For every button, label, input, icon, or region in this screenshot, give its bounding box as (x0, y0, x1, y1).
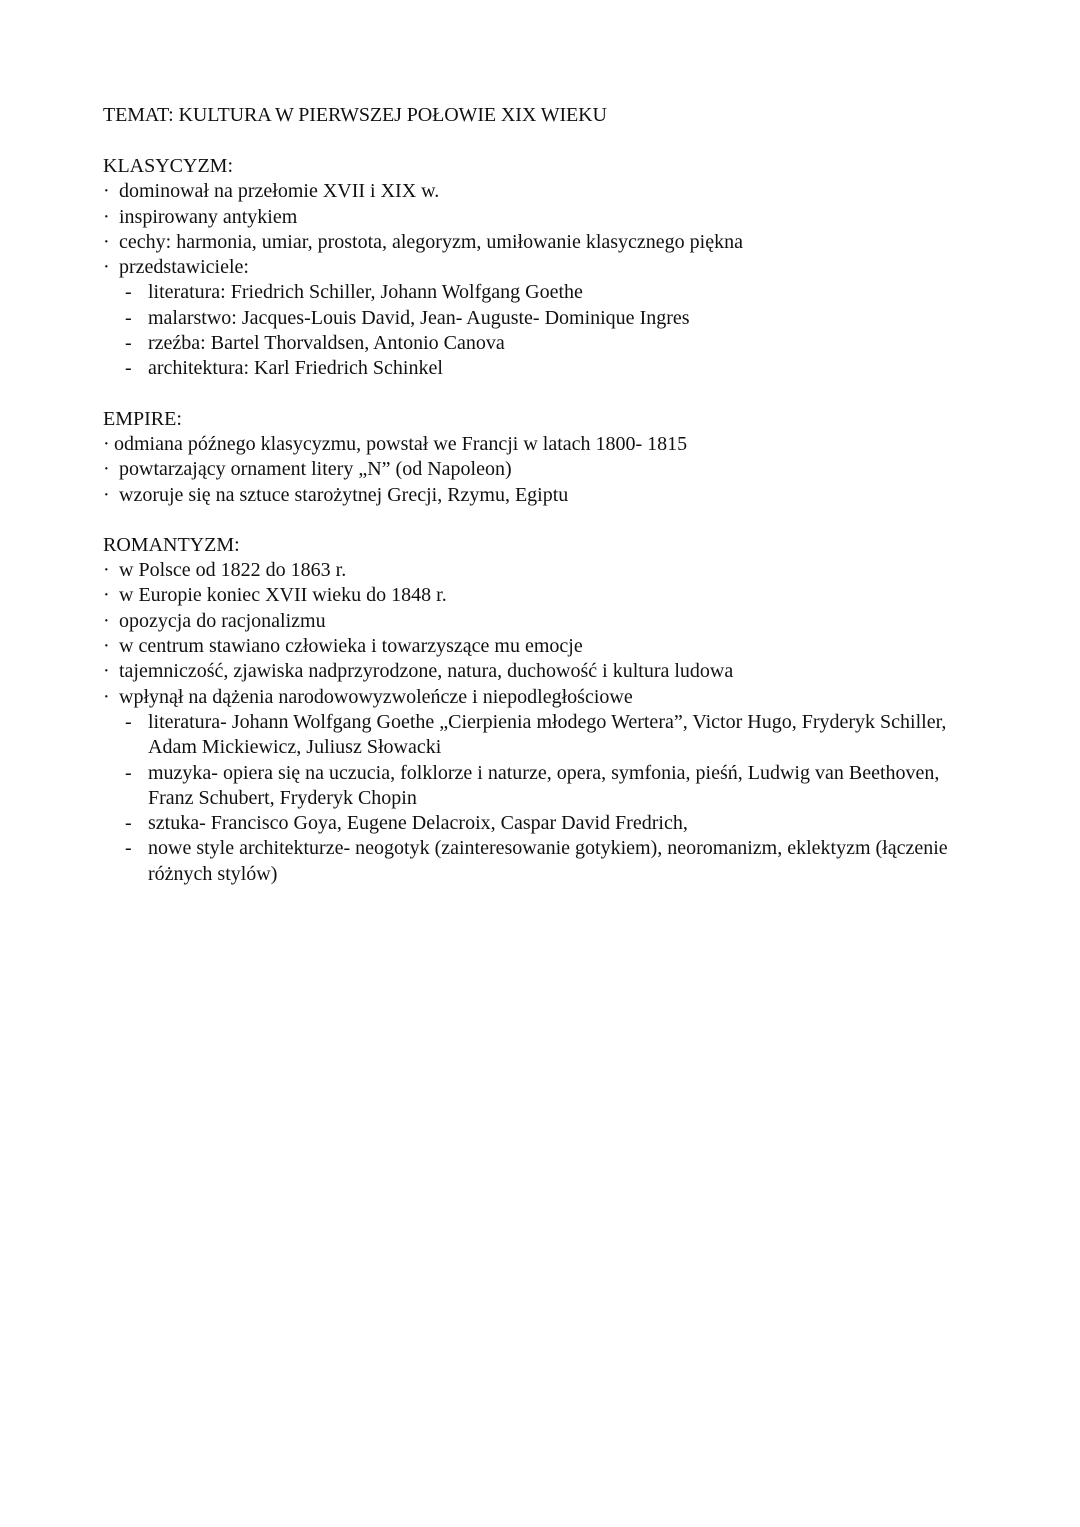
list-item-text: wzoruje się na sztuce starożytnej Grecji, Rzymu, Egiptu (119, 483, 569, 506)
page-title: TEMAT: KULTURA W PIERWSZEJ POŁOWIE XIX WIEKU (103, 104, 607, 126)
bullet-icon: · (103, 458, 110, 481)
list-item (103, 432, 983, 457)
dash-list-klasycyzm (103, 280, 983, 381)
bullet-icon: · (103, 230, 110, 253)
list-item (103, 609, 983, 634)
bullet-icon: · (103, 483, 110, 506)
list-item-text: wpłynął na dążenia narodowowyzwoleńcze i niepodległościowe (119, 685, 633, 708)
dash-icon: - (125, 761, 132, 784)
sub-list-item-text: sztuka- Francisco Goya, Eugene Delacroix, Caspar David Fredrich, (148, 812, 688, 835)
list-item (103, 205, 983, 230)
sub-list-item (103, 356, 983, 381)
list-item-text: opozycja do racjonalizmu (119, 609, 326, 632)
list-item (103, 230, 983, 255)
list-item-text: w Europie koniec XVII wieku do 1848 r. (119, 584, 447, 607)
bullet-list-empire (103, 432, 983, 508)
list-item (103, 558, 983, 583)
section-heading-romantyzm: ROMANTYZM: (103, 533, 240, 556)
list-item (103, 483, 983, 508)
dash-list-romantyzm (103, 710, 983, 887)
section-heading-klasycyzm: KLASYCYZM: (103, 155, 234, 177)
bullet-icon: · (103, 609, 110, 632)
sub-list-item (103, 710, 983, 761)
bullet-icon: · (103, 584, 110, 607)
bullet-icon: · (103, 432, 110, 455)
sub-list-item-text: rzeźba: Bartel Thorvaldsen, Antonio Canova (148, 332, 505, 355)
sub-list-item (103, 331, 983, 356)
list-item (103, 255, 983, 280)
list-item (103, 457, 983, 482)
sub-list-item (103, 280, 983, 305)
dash-icon: - (125, 710, 132, 733)
bullet-icon: · (103, 685, 110, 708)
list-item-text: cechy: harmonia, umiar, prostota, alegoryzm, umiłowanie klasycznego piękna (119, 230, 743, 253)
list-item-text: przedstawiciele: (119, 256, 249, 279)
section-empire (103, 407, 983, 508)
sub-list-item (103, 836, 983, 887)
bullet-icon: · (103, 635, 110, 658)
bullet-list-klasycyzm (103, 179, 983, 280)
sub-list-item (103, 811, 983, 836)
list-item (103, 179, 983, 204)
list-item (103, 634, 983, 659)
list-item (103, 659, 983, 684)
dash-icon: - (125, 837, 132, 860)
sub-list-item-text: muzyka- opiera się na uczucia, folklorze i naturze, opera, symfonia, pieśń, Ludwig van Beethoven, Franz Schubert, Fryderyk Chopin (148, 761, 940, 809)
sub-list-item (103, 761, 983, 812)
bullet-icon: · (103, 180, 110, 203)
dash-icon: - (125, 281, 132, 304)
sub-list-item (103, 306, 983, 331)
document-page (103, 103, 983, 887)
sub-list-item-text: nowe style architekturze- neogotyk (zainteresowanie gotykiem), neoromanizm, eklektyzm (łączenie różnych stylów) (148, 837, 948, 885)
list-item-text: dominował na przełomie XVII i XIX w. (119, 180, 440, 203)
dash-icon: - (125, 306, 132, 329)
section-heading-empire: EMPIRE: (103, 407, 182, 430)
list-item-text: inspirowany antykiem (119, 205, 298, 228)
sub-list-item-text: literatura: Friedrich Schiller, Johann Wolfgang Goethe (148, 281, 583, 304)
bullet-icon: · (103, 559, 110, 582)
list-item-text: powtarzający ornament litery „N” (od Napoleon) (119, 458, 512, 481)
bullet-icon: · (103, 205, 110, 228)
bullet-icon: · (103, 660, 110, 683)
sub-list-item-text: literatura- Johann Wolfgang Goethe „Cierpienia młodego Wertera”, Victor Hugo, Fryderyk Schiller, Adam Mickiewicz, Juliusz Słowacki (148, 710, 947, 759)
bullet-list-romantyzm (103, 558, 983, 710)
list-item-text: w centrum stawiano człowieka i towarzyszące mu emocje (119, 635, 583, 658)
dash-icon: - (125, 332, 132, 355)
dash-icon: - (125, 357, 132, 380)
list-item-text: odmiana późnego klasycyzmu, powstał we Francji w latach 1800- 1815 (114, 432, 688, 455)
sub-list-item-text: architektura: Karl Friedrich Schinkel (148, 357, 443, 380)
sub-list-item-text: malarstwo: Jacques-Louis David, Jean- Auguste- Dominique Ingres (148, 306, 690, 329)
list-item (103, 583, 983, 608)
section-romantyzm (103, 533, 983, 887)
dash-icon: - (125, 812, 132, 835)
list-item-text: tajemniczość, zjawiska nadprzyrodzone, natura, duchowość i kultura ludowa (119, 660, 734, 683)
bullet-icon: · (103, 256, 110, 279)
section-klasycyzm (103, 154, 983, 382)
list-item (103, 685, 983, 710)
list-item-text: w Polsce od 1822 do 1863 r. (119, 559, 347, 582)
